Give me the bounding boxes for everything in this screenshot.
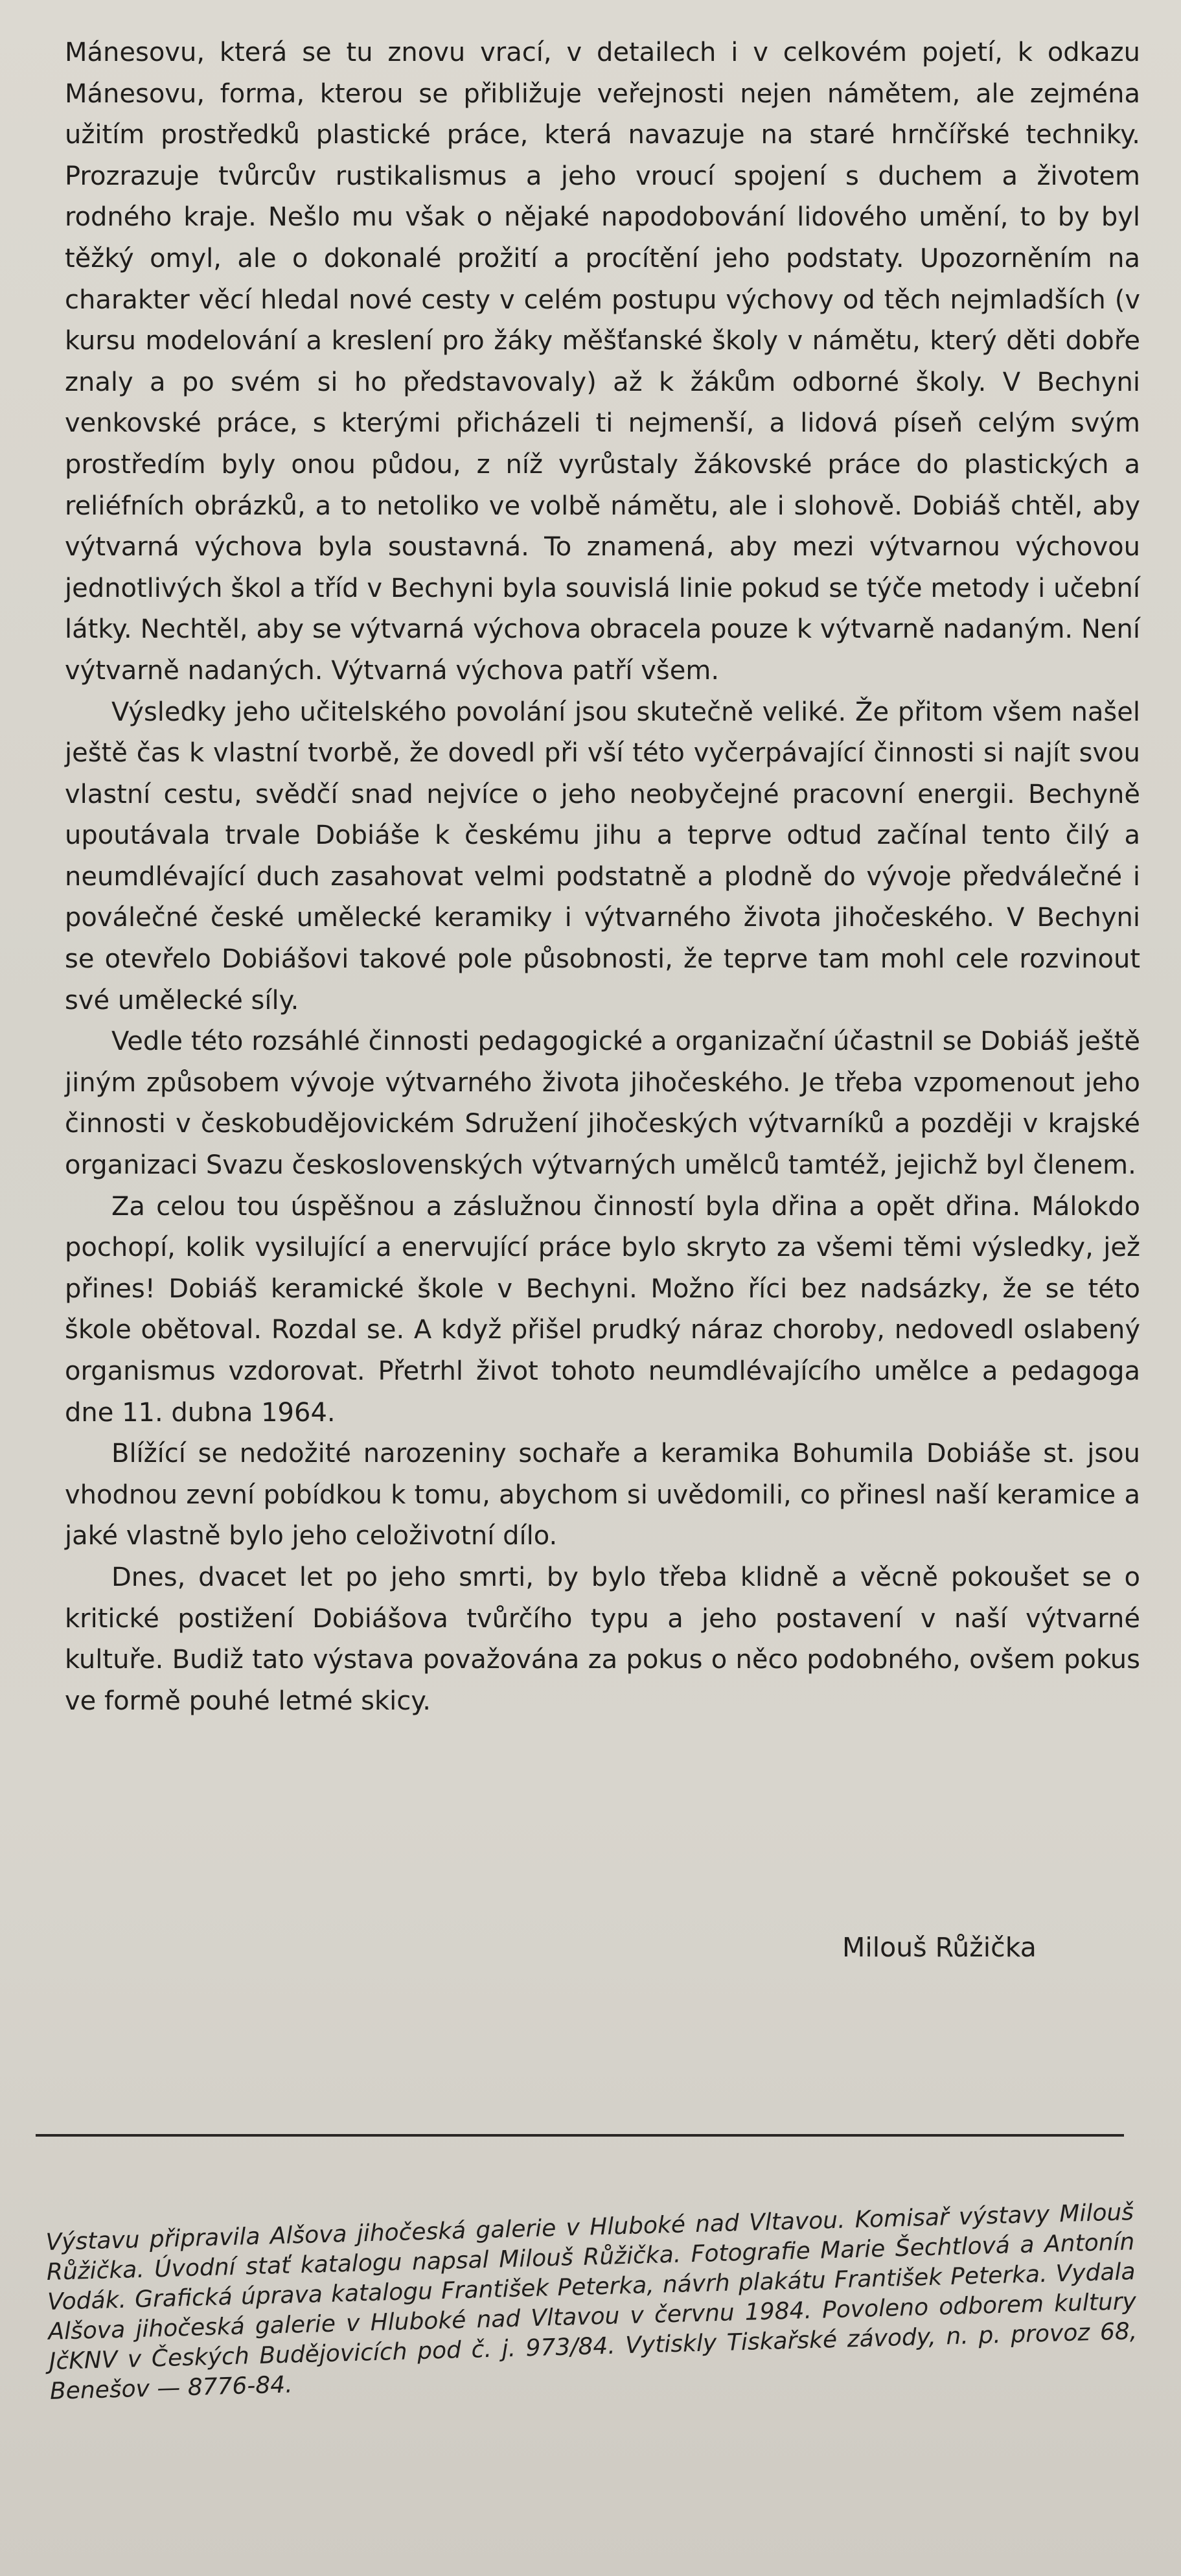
essay-paragraph-1: Mánesovu, která se tu znovu vrací, v detailech i v celkovém pojetí, k odkazu Mánesovu, forma, kterou se přibližuje veřejnosti nejen námětem, ale zejména užitím prostředků plastické práce, která navazuje na staré hrnčířské techniky. Prozrazuje tvůrcův rustikalismus a jeho vroucí spojení s duchem a životem rodného kraje. Nešlo mu však o nějaké napodobování lidového umění, to by byl těžký omyl, ale o dokonalé prožití a procítění jeho podstaty. Upozorněním na charakter věcí hledal nové cesty v celém postupu výchovy od těch nejmladších (v kursu modelování a kreslení pro žáky měšťanské školy v námětu, který děti dobře znaly a po svém si ho představovaly) až k žákům odborné školy. V Bechyni venkovské práce, s kterými přicházeli ti nejmenší, a lidová píseň celým svým prostředím byly onou půdou, z níž vyrůstaly žákovské práce do plastických a reliéfních obrázků, a to netoliko ve volbě námětu, ale i slohově. Dobiáš chtěl, aby výtvarná výchova byla soustavná. To znamená, aby mezi výtvarnou výchovou jednotlivých škol a tříd v Bechyni byla souvislá linie pokud se týče metody i učební látky. Nechtěl, aby se výtvarná výchova obracela pouze k výtvarně nadaným. Není výtvarně nadaných. Výtvarná výchova patří všem.	[65, 38, 1140, 686]
essay-paragraph-5: Blížící se nedožité narozeniny sochaře a keramika Bohumila Dobiáše st. jsou vhodnou zevní pobídkou k tomu, abychom si uvědomili, co přinesl naší keramice a jaké vlastně bylo jeho celoživotní dílo.	[65, 1439, 1140, 1551]
essay-paragraph-2: Výsledky jeho učitelského povolání jsou skutečně veliké. Že přitom všem našel ještě čas k vlastní tvorbě, že dovedl při vší této vyčerpávající činnosti si najít svou vlastní cestu, svědčí snad nejvíce o jeho neobyčejné pracovní energii. Bechyně upoutávala trvale Dobiáše k českému jihu a teprve odtud začínal tento čilý a neumdlévající duch zasahovat velmi podstatně a plodně do vývoje předválečné i poválečné české umělecké keramiky i výtvarného života jihočeského. V Bechyni se otevřelo Dobiášovi takové pole působnosti, že teprve tam mohl cele rozvinout své umělecké síly.	[65, 697, 1140, 1015]
section-divider	[36, 2134, 1124, 2137]
author-signature: Milouš Růžička	[842, 1932, 1037, 1963]
essay-body	[65, 32, 1140, 1722]
colophon-text: Výstavu připravila Alšova jihočeská galerie v Hluboké nad Vltavou. Komisař výstavy Milouš Růžička. Úvodní stať katalogu napsal Milouš Růžička. Fotografie Marie Šechtlová a Antonín Vodák. Grafická úprava katalogu František Peterka, návrh plakátu František Peterka. Vydala Alšova jihočeská galerie v Hluboké nad Vltavou v červnu 1984. Povoleno odborem kultury JčKNV v Českých Budějovicích pod č. j. 973/84. Vytiskly Tiskařské závody, n. p. provoz 68, Benešov — 8776-84.	[45, 2199, 1138, 2405]
essay-paragraph-4: Za celou tou úspěšnou a záslužnou činností byla dřina a opět dřina. Málokdo pochopí, kolik vysilující a enervující práce bylo skryto za všemi těmi výsledky, jež přines! Dobiáš keramické škole v Bechyni. Možno říci bez nadsázky, že se této škole obětoval. Rozdal se. A když přišel prudký náraz choroby, nedovedl oslabený organismus vzdorovat. Přetrhl život tohoto neumdlévajícího umělce a pedagoga dne 11. dubna 1964.	[65, 1191, 1140, 1428]
essay-paragraph-6: Dnes, dvacet let po jeho smrti, by bylo třeba klidně a věcně pokoušet se o kritické postižení Dobiášova tvůrčího typu a jeho postavení v naší výtvarné kultuře. Budiž tato výstava považována za pokus o něco podobného, ovšem pokus ve formě pouhé letmé skicy.	[65, 1562, 1140, 1716]
essay-paragraph-3: Vedle této rozsáhlé činnosti pedagogické a organizační účastnil se Dobiáš ještě jiným způsobem vývoje výtvarného života jihočeského. Je třeba vzpomenout jeho činnosti v českobudějovickém Sdružení jihočeských výtvarníků a později v krajské organizaci Svazu československých výtvarných umělců tamtéž, jejichž byl členem.	[65, 1027, 1140, 1181]
